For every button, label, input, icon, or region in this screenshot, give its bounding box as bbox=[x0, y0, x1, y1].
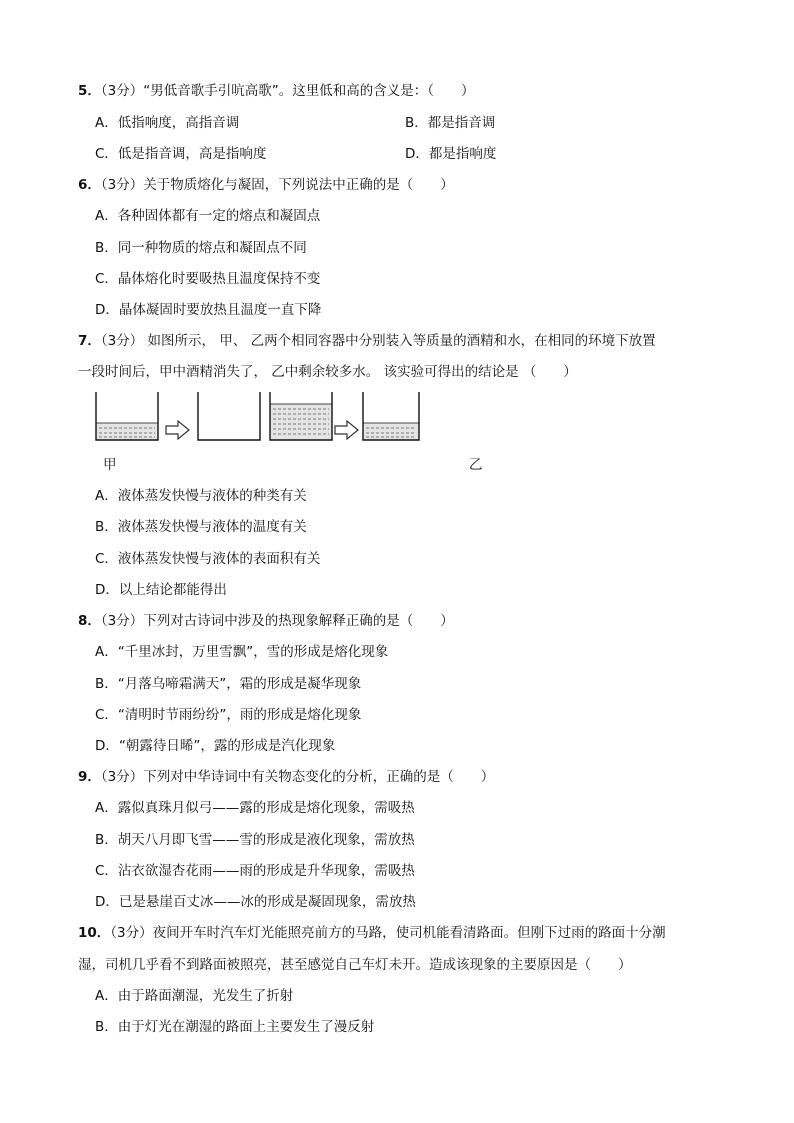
container-yi-before bbox=[270, 392, 332, 440]
question-score: （3分） bbox=[100, 83, 144, 99]
option-a: A．液体蒸发快慢与液体的种类有关 bbox=[95, 488, 307, 504]
option-c: C．晶体熔化时要吸热且温度保持不变 bbox=[95, 271, 321, 287]
arrow-right-icon bbox=[166, 421, 189, 439]
arrow-right-icon bbox=[335, 421, 358, 439]
evaporation-figure bbox=[92, 390, 422, 444]
question-9-stem bbox=[78, 767, 494, 787]
option-b: B．“月落乌啼霜满天”，霜的形成是凝华现象 bbox=[95, 676, 362, 692]
question-text: “男低音歌手引吭高歌”。这里低和高的含义是：（ ） bbox=[143, 83, 475, 99]
question-number: 6． bbox=[78, 177, 101, 193]
option-b: B．同一种物质的熔点和凝固点不同 bbox=[95, 240, 307, 256]
option-d: D．“朝露待日晞”，露的形成是汽化现象 bbox=[95, 738, 336, 754]
question-number: 9． bbox=[78, 769, 101, 785]
option-d: D．已是悬崖百丈冰——冰的形成是凝固现象，需放热 bbox=[95, 894, 416, 910]
option-c: C．“清明时节雨纷纷”，雨的形成是熔化现象 bbox=[95, 707, 362, 723]
option-b: B．由于灯光在潮湿的路面上主要发生了漫反射 bbox=[95, 1019, 375, 1035]
question-text: 下列对中华诗词中有关物态变化的分析，正确的是（ ） bbox=[143, 769, 495, 785]
question-text: 下列对古诗词中涉及的热现象解释正确的是（ ） bbox=[143, 613, 454, 629]
question-score: （3分） bbox=[110, 925, 153, 941]
question-text: 关于物质熔化与凝固，下列说法中正确的是（ ） bbox=[143, 177, 454, 193]
container-jia-after bbox=[198, 392, 260, 440]
question-number: 10． bbox=[78, 925, 111, 941]
option-a: A．露似真珠月似弓——露的形成是熔化现象，需吸热 bbox=[95, 800, 415, 816]
question-8-stem bbox=[78, 611, 454, 631]
question-score: （3分） bbox=[100, 769, 144, 785]
container-yi-after bbox=[363, 392, 419, 440]
option-b: B．胡天八月即飞雪——雪的形成是液化现象，需放热 bbox=[95, 832, 415, 848]
option-b: B．液体蒸发快慢与液体的温度有关 bbox=[95, 519, 307, 535]
question-6-stem bbox=[78, 175, 454, 195]
question-score: （3分） bbox=[100, 177, 144, 193]
question-number: 8． bbox=[78, 613, 101, 629]
question-7-stem-line1 bbox=[78, 331, 656, 351]
question-5-stem bbox=[78, 81, 475, 101]
option-c: C．沾衣欲湿杏花雨——雨的形成是升华现象，需吸热 bbox=[95, 863, 415, 879]
question-score: （3分） bbox=[100, 613, 144, 629]
liquid-alcohol bbox=[96, 423, 158, 440]
option-d: D．都是指响度 bbox=[405, 146, 497, 162]
container-jia-before bbox=[96, 392, 158, 440]
question-score: （3分） bbox=[100, 333, 144, 349]
question-number: 5． bbox=[78, 83, 101, 99]
option-a: A．由于路面潮湿，光发生了折射 bbox=[95, 988, 294, 1004]
figure-label-jia: 甲 bbox=[103, 457, 117, 473]
option-a: A．各种固体都有一定的熔点和凝固点 bbox=[95, 208, 321, 224]
question-7-stem-line2: 一段时间后，甲中酒精消失了， 乙中剩余较多水。 该实验可得出的结论是 （ ） bbox=[78, 364, 577, 380]
option-b: B．都是指音调 bbox=[405, 115, 496, 131]
option-c: C．低是指音调，高是指响度 bbox=[95, 146, 267, 162]
liquid-water-remaining bbox=[363, 423, 419, 440]
question-10-stem-line2: 湿，司机几乎看不到路面被照亮，甚至感觉自己车灯未开。造成该现象的主要原因是（ ） bbox=[78, 957, 632, 973]
question-text: 如图所示， 甲、 乙两个相同容器中分别装入等质量的酒精和水，在相同的环境下放置 bbox=[143, 333, 656, 349]
option-d: D．以上结论都能得出 bbox=[95, 582, 227, 598]
option-a: A．“千里冰封，万里雪飘”，雪的形成是熔化现象 bbox=[95, 644, 389, 660]
question-text: 夜间开车时汽车灯光能照亮前方的马路，使司机能看清路面。但刚下过雨的路面十分潮 bbox=[152, 925, 666, 941]
figure-label-yi: 乙 bbox=[469, 457, 483, 473]
option-d: D．晶体凝固时要放热且温度一直下降 bbox=[95, 302, 322, 318]
option-a: A．低指响度，高指音调 bbox=[95, 115, 240, 131]
question-10-stem-line1 bbox=[78, 923, 666, 943]
question-number: 7． bbox=[78, 333, 101, 349]
option-c: C．液体蒸发快慢与液体的表面积有关 bbox=[95, 551, 321, 567]
